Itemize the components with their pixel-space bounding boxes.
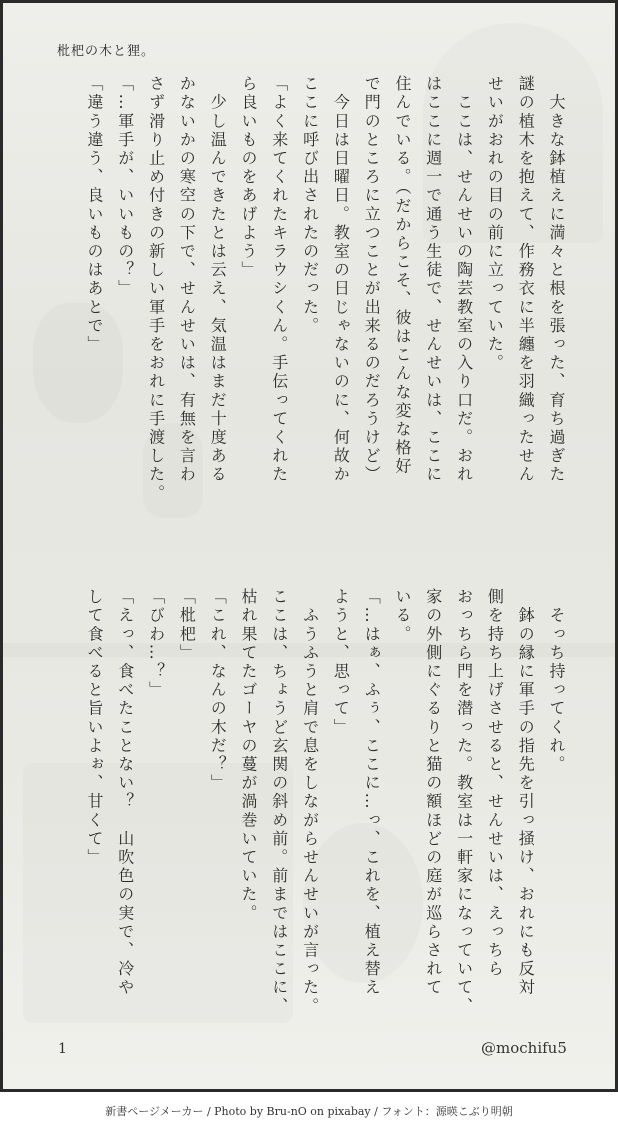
text-column: ら良いものをあげよう」 bbox=[239, 75, 258, 280]
text-column: かないかの寒空の下で、せんせいは、有無を言わ bbox=[177, 75, 197, 485]
text-column: ここは、ちょうど玄関の斜め前。前まではここに、 bbox=[269, 588, 289, 1016]
text-column: せいがおれの目の前に立っていた。 bbox=[485, 75, 505, 373]
text-column: 側を持ち上げさせると、せんせいは、えっちら bbox=[485, 588, 505, 979]
text-column: 今日は日曜日。教室の日じゃないのに、何故か bbox=[331, 75, 351, 485]
text-column: おっちら門を潜った。教室は一軒家になっていて、 bbox=[454, 588, 474, 1016]
text-column: 「…はぁ、ふぅ、ここに…っ、これを、植え替え bbox=[362, 588, 382, 998]
text-column: して食べると旨いよぉ、甘くて」 bbox=[85, 588, 104, 867]
text-column: 「えっ、食べたことない？ 山吹色の実で、冷や bbox=[115, 588, 135, 998]
text-column: 少し温んできたとは云え、気温はまだ十度ある bbox=[208, 75, 228, 485]
credit-footer: 新書ページメーカー / Photo by Bru-nO on pixabay / フォント：源暎こぶり明朝 bbox=[105, 1105, 513, 1118]
text-column: 謎の植木を抱えて、作務衣に半纏を羽織ったせん bbox=[516, 75, 536, 485]
page-number: 1 bbox=[58, 1041, 67, 1057]
text-column: 住んでいる。（だからこそ、彼はこんな変な格好 bbox=[393, 75, 412, 477]
text-column: 「違う違う、良いものはあとで」 bbox=[85, 75, 104, 354]
text-column: そっち持ってくれ。 bbox=[547, 588, 566, 774]
text-column: 大きな鉢植えに満々と根を張った、育ち過ぎた bbox=[547, 75, 566, 485]
text-column: 「枇杷」 bbox=[177, 588, 197, 663]
text-column: ここは、せんせいの陶芸教室の入り口だ。おれ bbox=[454, 75, 474, 485]
text-column: 「よく来てくれたキラウシくん。手伝ってくれた bbox=[269, 75, 289, 485]
text-column: ここに呼び出されたのだった。 bbox=[300, 75, 320, 336]
text-column: 「びわ…？」 bbox=[146, 588, 166, 700]
author-handle: @mochifu5 bbox=[481, 1039, 567, 1057]
text-column: 枯れ果てたゴーヤの蔓が渦巻いていた。 bbox=[239, 588, 258, 923]
text-column: 家の外側にぐるりと猫の額ほどの庭が巡らされて bbox=[423, 588, 443, 998]
text-column: ようと、思って」 bbox=[331, 588, 351, 737]
text-column: 鉢の縁に軍手の指先を引っ掻け、おれにも反対 bbox=[516, 588, 536, 998]
book-title: 枇杷の木と狸。 bbox=[57, 44, 156, 59]
text-column: さず滑り止め付きの新しい軍手をおれに手渡した。 bbox=[146, 75, 166, 503]
text-column: 「これ、なんの木だ？」 bbox=[208, 588, 228, 793]
text-column: で門のところに立つことが出来るのだろうけど） bbox=[362, 75, 382, 485]
text-column: はここに週一で通う生徒で、せんせいは、ここに bbox=[423, 75, 443, 485]
text-column: ふうふうと肩で息をしながらせんせいが言った。 bbox=[300, 588, 320, 1016]
text-column: 「…軍手が、いいもの？」 bbox=[115, 75, 135, 299]
text-column: いる。 bbox=[393, 588, 412, 644]
background-vase-shape bbox=[33, 303, 123, 423]
